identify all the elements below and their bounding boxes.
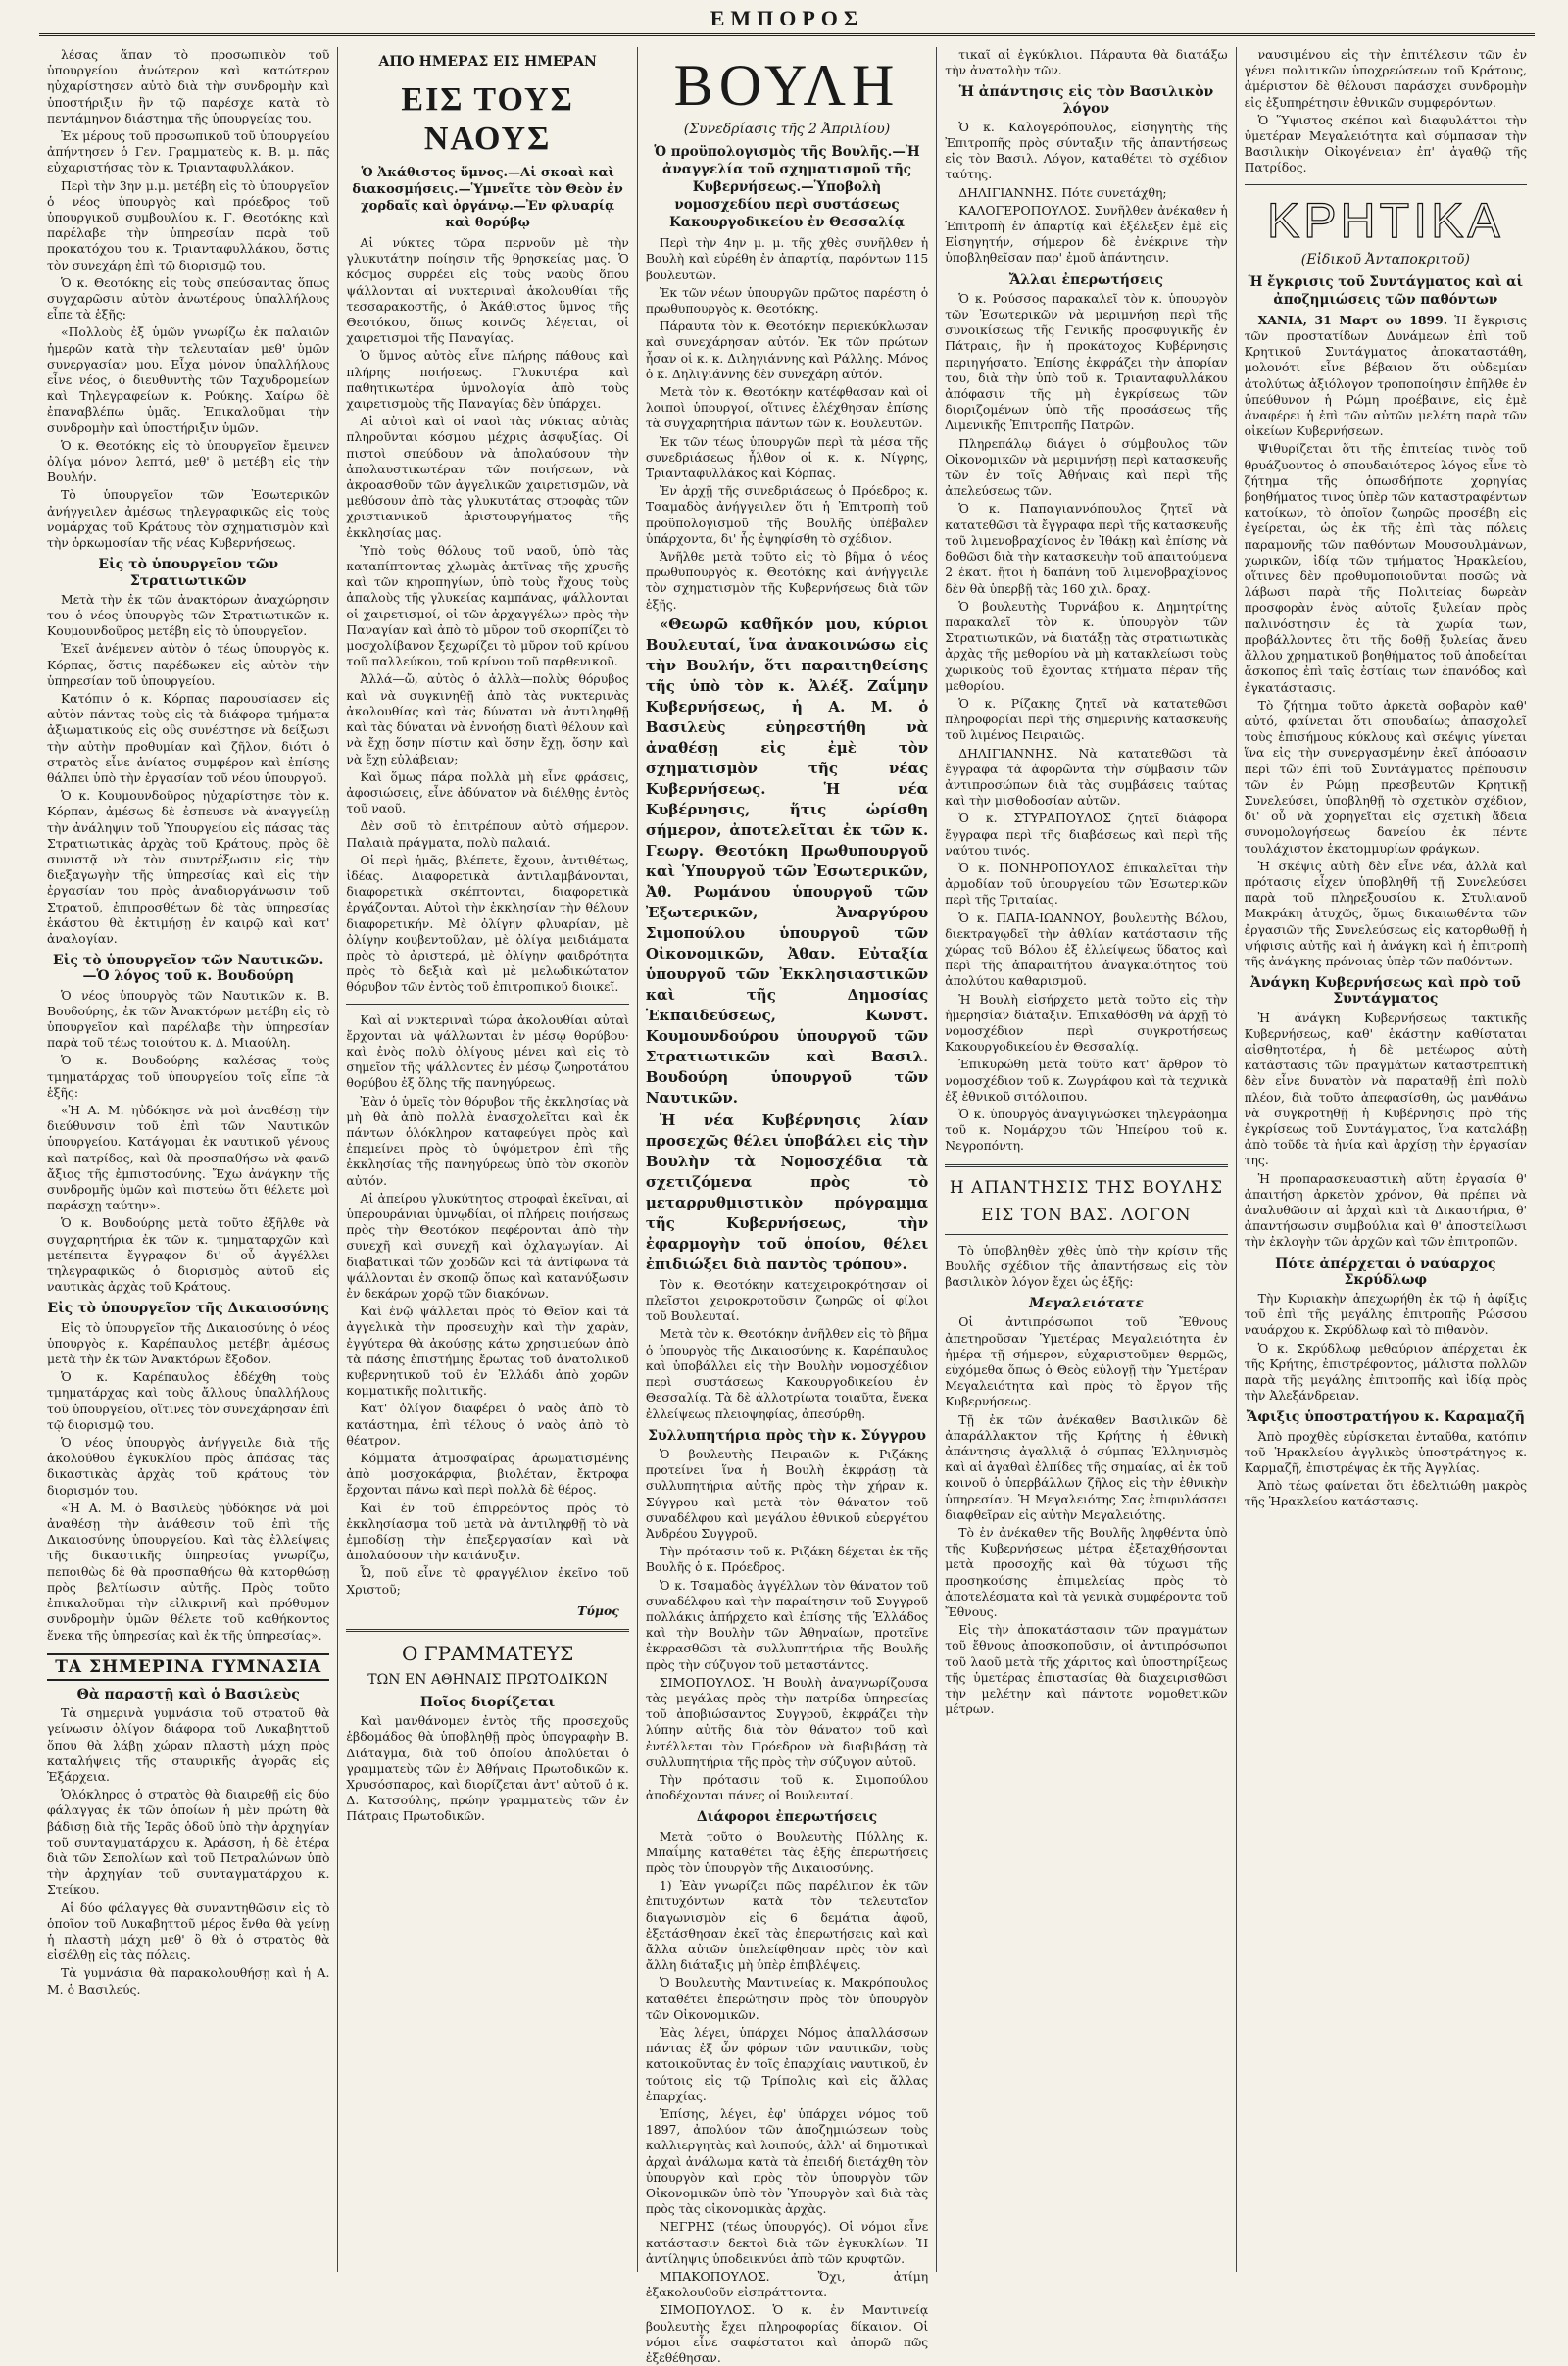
paragraph: Ὁ κ. Ρούσσος παρακαλεῖ τὸν κ. ὑπουργὸν τῶν Ἐσωτερικῶν νὰ μεριμνήσῃ περὶ τῆς συνοικίσεως τῆς Γενικῆς προσφυγικῆς ἐν Πάτραις, ἣν ἡ προκάτοχος Κυβέρνησις περιηγήσατο. Ἐπίσης ἐκφράζει τὴν ἀπορίαν του, διὰ τὴν ὑπὸ τοῦ κ. Τριανταφυλλάκου ἀπόφασιν τῆς μὴ ἐγκρίσεως τῶν διοριζομένων ὑπὸ τῆς προσάσεως τῆς Λιμενικῆς Ἐπιτροπῆς Πατρῶν.: [945, 290, 1228, 433]
headline: ΒΟΥΛΗ: [673, 53, 901, 118]
paragraph: Κατόπιν ὁ κ. Κόρπας παρουσίασεν εἰς αὐτὸν πάντας τοὺς εἰς τὰ διάφορα τμήματα ἀξιωματικούς εἰς οὓς συνέστησε νὰ δείξωσι τὴν αὐτὴν προθυμίαν καὶ ζῆλον, διότι ὁ στρατὸς εἶνε ἀνίατος συμφέρον καὶ ἐπίσης θάλπει ὑπὸ τὴν ἐργασίαν τοῦ νέου ὑπουργοῦ.: [47, 690, 330, 785]
paragraph: Τῇ ἐκ τῶν ἀνέκαθεν Βασιλικῶν δὲ ἀπαράλλακτον τῆς Κρήτης ἡ ἐθνικὴ ἀπάντησις ἀγαλλιᾷ ὁ σύμπας Ἑλληνισμὸς καὶ αἱ ἀγαθαὶ ἐλπίδες τῆς σημαίας, αἱ ἐκ τοῦ κοινοῦ ὁ ὑπερβάλλων ζῆλος εἰς τὴν ἐθνικὴν ὑπηρεσίαν. Ἡ Μεγαλειότης Σας ἐπιφυλάσσει διαφθεῖραν εἰς αὐτὴν Μεγαλειότης.: [945, 1411, 1228, 1522]
paragraph: Τὸ ὑπουργεῖον τῶν Ἐσωτερικῶν ἀνήγγειλεν ἀμέσως τηλεγραφικῶς εἰς τοὺς νομάρχας τοῦ Κράτους τὸν σχηματισμὸν καὶ τὴν ὁρκωμοσίαν τῆς νέας Κυβερνήσεως.: [47, 487, 330, 551]
paragraph: Εἰς τὴν ἀποκατάστασιν τῶν πραγμάτων τοῦ ἔθνους ἀποσκοποῦσιν, οἱ ἀντιπρόσωποι τοῦ λαοῦ μετὰ τῆς χάριτος καὶ ὑποστηρίξεως τῆς ὑμετέρας ἐπιστασίας θὰ διαχειρισθῶσι τὴν μελέτην καὶ πάντοτε νομοθετικῶν μέτρων.: [945, 1622, 1228, 1717]
paragraph: Δὲν σοῦ τὸ ἐπιτρέπουν αὐτὸ σήμερον. Παλαιὰ πράγματα, πολὺ παλαιά.: [346, 818, 629, 850]
paragraph: Ἀλλά—ὤ, αὐτὸς ὁ ἀλλὰ—πολὺς θόρυβος καὶ νὰ συγκινηθῇ ἀπὸ τὰς νυκτερινὰς ἀκολουθίας καὶ τὰς δύναται νὰ ἀντιληφθῇ καὶ τὰς δύναται νὰ ἐννοήσῃ διατὶ θέλουν καὶ νὰ ἔχῃ ὅσην πίστιν καὶ ὅσην ἔχῃ, ὅσην καὶ νὰ ἔχῃ εὐλάβειαν;: [346, 671, 629, 766]
paragraph: Τὴν πρότασιν τοῦ κ. Ριζάκη δέχεται ἐκ τῆς Βουλῆς ὁ κ. Πρόεδρος.: [645, 1544, 929, 1575]
deck: Ὁ Ἀκάθιστος ὕμνος.—Αἱ σκοαὶ καὶ διακοσμήσεις.—Ὑμνεῖτε τὸν Θεὸν ἐν χορδαῖς καὶ ὀργάνῳ.—Ἐν φλυαρίᾳ καὶ θορύβῳ: [352, 166, 623, 230]
deck: Ἡ ἔγκρισις τοῦ Συντάγματος καὶ αἱ ἀποζημιώσεις τῶν παθόντων: [1248, 273, 1524, 308]
column-3: [638, 47, 937, 2366]
paragraph: Τὸ ὑποβληθὲν χθὲς ὑπὸ τὴν κρίσιν τῆς Βουλῆς σχέδιον τῆς ἀπαντήσεως εἰς τὸν βασιλικὸν λόγον ἔχει ὡς ἑξῆς:: [945, 1242, 1228, 1290]
kicker: ΑΠΟ ΗΜΕΡΑΣ ΕΙΣ ΗΜΕΡΑΝ: [346, 53, 628, 74]
paragraph: ΣΙΜΟΠΟΥΛΟΣ. Ἡ Βουλὴ ἀναγνωρίζουσα τὰς μεγάλας πρὸς τὴν πατρίδα ὑπηρεσίας τοῦ ἀποβιώσαντος Συγγροῦ, ἐκφράζει τὴν λύπην αὐτῆς διὰ τὸν θάνατον τοῦ καὶ ἐντέλλεται τὸν Πρόεδρον νὰ διαβιβάσῃ τὰ συλλυπητήρια τῆς πρὸς τὴν σύζυγον αὐτοῦ.: [645, 1674, 929, 1769]
divider: [346, 1004, 628, 1005]
column-5: [1237, 47, 1535, 2272]
paragraph: Ὁ νέος ὑπουργὸς τῶν Ναυτικῶν κ. Β. Βουδούρης, ἐκ τῶν Ἀνακτόρων μετέβη εἰς τὸ ὑπουργεῖον καὶ παρέλαβε τὴν ὑπηρεσίαν παρὰ τοῦ τέως τοιούτου κ. Δ. Μιαούλη.: [47, 987, 330, 1051]
paragraph: 1) Ἐὰν γνωρίζει πῶς παρέλιπον ἐκ τῶν ἐπιτυχόντων κατὰ τὸν τελευταῖον διαγωνισμὸν εἰς 6 δεμάτια ἀφοῦ, ἐξετάσθησαν ἐκεῖ τὰς ἐπερωτήσεις καὶ καὶ ἄλλα αὐτῶν ὑπελείφθησαν πρὸς τὸν καὶ ἄλλη διάταξις μὴ ὑπὲρ ἐπιβλέψεις.: [645, 1878, 929, 1973]
paragraph: Ἐν ἀρχῇ τῆς συνεδριάσεως ὁ Πρόεδρος κ. Τσαμαδὸς ἀνήγγειλεν ὅτι ἡ Ἐπιτροπὴ τοῦ προϋπολογισμοῦ τῆς Βουλῆς ὑπέβαλεν ὑπάρχοντα, δι' ἧς ἐψηφίσθη τὸ σχέδιον.: [645, 483, 929, 546]
signature: Τύμος: [577, 1602, 619, 1618]
paragraph: Ἐὰς λέγει, ὑπάρχει Νόμος ἀπαλλάσσων πάντας ἐξ ὧν φόρων τῶν ναυτικῶν, τοὺς κατοικοῦντας ἐν τοῖς ἐπαρχίαις ναυτικοῦ, ἐν τούτοις εἰς τῷ Τρίπολις καὶ εἰς ἄλλας ἐπαρχίας.: [645, 2025, 929, 2103]
paragraph: Ὁ Ὕψιστος σκέποι καὶ διαφυλάττοι τὴν ὑμετέραν Μεγαλειότητα καὶ σύμπασαν τὴν Βασιλικὴν Οἰκογένειαν ἐπ' ἀγαθῷ τῆς Πατρίδος.: [1244, 112, 1528, 175]
section-title: Ο ΓΡΑΜΜΑΤΕΥΣ: [402, 1642, 574, 1666]
paragraph: Τὸ ἐν ἀνέκαθεν τῆς Βουλῆς ληφθέντα ὑπὸ τῆς Κυβερνήσεως μέτρα ἐξεταχθήσονται μετὰ προσοχῆς καὶ θὰ τύχωσι τῆς προσηκούσης ἐπιμελείας πρὸς τὸ ἀποτελέσματα καὶ τὰ γενικὰ συμφέροντα τοῦ Ἔθνους.: [945, 1525, 1228, 1620]
paragraph: «Ἡ Α. Μ. ὁ Βασιλεὺς ηὐδόκησε νὰ μοὶ ἀναθέσῃ τὴν ἀνάθεσιν τοῦ ἐπὶ τῆς Δικαιοσύνης ὑπουργείου. Καὶ τὰς ἐλλείψεις τῆς δικαστικῆς ὑπηρεσίας γνωρίζω, πεποιθὼς δὲ θὰ προσπαθήσω θὰ κατορθώσῃ πρὸς βελτίωσιν αὐτῆς. Πρὸς τοῦτο ἐπικαλοῦμαι τὴν εἰλικρινῆ καὶ πρόθυμον συνδρομὴν ὑμῶν θέλετε τοῦ καθήκοντος ἕνεκα τῆς ὑπηρεσίας καὶ ἐκ τῆς ὑπηρεσίας».: [47, 1500, 330, 1643]
section-heading: Ἄλλαι ἐπερωτήσεις: [1008, 271, 1164, 288]
paragraph: ΝΕΓΡΗΣ (τέως ὑπουργός). Οἱ νόμοι εἶνε κατάστασιν δεκτοὶ διὰ τῶν ἐγκυκλίων. Ἡ ἀντίληψις ὑποδεικνύει ἀπὸ τῶν κρυφτῶν.: [645, 2219, 929, 2266]
paragraph: Ὁ κ. Καρέπαυλος ἐδέχθη τοὺς τμηματάρχας καὶ τοὺς ἄλλους ὑπαλλήλους τοῦ ὑπουργείου, οἵτινες τὸν συνεχάρησαν ἐπὶ τῷ διορισμῷ του.: [47, 1369, 330, 1432]
newspaper-name: ΕΜΠΟΡΟΣ: [710, 6, 864, 30]
paragraph: Αἱ νύκτες τῶρα περνοῦν μὲ τὴν γλυκυτάτην ποίησιν τῆς θρησκείας μας. Ὁ κόσμος συρρέει εἰς τοὺς ναοὺς ὅπου ψάλλονται αἱ νυκτεριναὶ ἀκολουθίαι τῆς τεσσαρακοστῆς, ὁ Ἀκάθιστος ὕμνος τῆς Θεοτόκου, ὅπως κοινῶς λέγεται, οἱ χαιρετισμοὶ τῆς Παναγίας.: [346, 235, 629, 346]
paragraph: Ἐπίσης, λέγει, ἐφ' ὑπάρχει νόμος τοῦ 1897, ἀπολύον τῶν ἀποζημιώσεων τοὺς καλλιεργητὰς καὶ λοιπούς, ἀλλ' αἱ δημοτικαὶ ἀρχαὶ ἀνάλωμα κατὰ τὰ ἐπειδή διετάχθη τὸν ὑπουργὸν καὶ πρὸς τὸν ὑπουργὸν τῶν Οἰκονομικῶν ὑπὸ τὸν Ὑπουργὸν καὶ διὰ τὰς πρὸς τὰς οἰκονομικὰς ἀρχὰς.: [645, 2106, 929, 2217]
section-heading: Ἀνάγκη Κυβερνήσεως καὶ πρὸ τοῦ Συντάγματος: [1250, 975, 1521, 1008]
paragraph: Μετὰ τὸν κ. Θεοτόκην κατέφθασαν καὶ οἱ λοιποὶ ὑπουργοί, οἵτινες ἐλέχθησαν ἐπίσης τὰ συγχαρητήρια πάντων τῶν κ. Βουλευτῶν.: [645, 384, 929, 431]
paragraph: Τὸ ζήτημα τοῦτο ἀρκετὰ σοβαρὸν καθ' αὐτό, φαίνεται ὅτι σπουδαίως ἀπασχολεῖ τοὺς ἐπισήμους κύκλους καὶ σκέψις γίνεται ἵνα εἰς τὴν συνεργασμένην ἐκεῖ ἀπόφασιν περὶ τῶν ἐπὶ τοῦ Συντάγματος πρέπουσιν τῶν ἐν Ρώμῃ πρεσβευτῶν Κρητικῇ Συνελεύσει, ὑποβληθῇ τὸ σχετικὸν σχέδιον, δι' οὗ νὰ χορηγεῖται εἰς σχετικὴ ἄδεια συνομολογήσεως δανείου ἐκ πέντε τουλάχιστον ἑκατομμυρίων φράγκων.: [1244, 697, 1528, 856]
paragraph: Ἐὰν ὁ ὑμεῖς τὸν θόρυβον τῆς ἐκκλησίας νὰ μὴ θὰ ἀπὸ πολλὰ ἐνασχολεῖται καὶ ἐκ πάντων ὁλόκληρον καταφεύγει πρὸς καὶ ἐπεμείνει πρὸς τὸ ὑψόμετρον ἐπὶ τῆς ἐκκλησίας τῆς πανηγύρεως ὑπὸ τὸν σκοπὸν αὐτόν.: [346, 1093, 629, 1188]
paragraph: τικαῖ αἱ ἐγκύκλιοι. Πάραυτα θὰ διατάξω τὴν ἀνατολὴν τῶν.: [945, 47, 1228, 78]
section-heading: Συλλυπητήρια πρὸς τὴν κ. Σύγγρου: [648, 1427, 926, 1444]
section-heading: Ἡ ἀπάντησις εἰς τὸν Βασιλικὸν λόγον: [958, 84, 1214, 117]
box-title-2: ΕΙΣ ΤΟΝ ΒΑΣ. ΛΟΓΟΝ: [981, 1205, 1192, 1225]
dateline: ΧΑΝΙΑ, 31 Μαρτ ου 1899.: [1257, 312, 1448, 327]
paragraph: Κατ' ὀλίγον διαφέρει ὁ ναὸς ἀπὸ τὸ κατάστημα, ἐπὶ τέλους ὁ ναὸς ἀπὸ τὸ θέατρον.: [346, 1401, 629, 1448]
paragraph: Κόμματα ἀτμοσφαίρας ἀρωματισμένης ἀπὸ μοσχοκάρφια, βιολέταν, ἔκτροφα ἔρχονται πάνω καὶ περὶ πολλὰ δὲ θέρος.: [346, 1451, 629, 1498]
section-heading: Ἄφιξις ὑποστρατήγου κ. Καραμαζῆ: [1246, 1409, 1525, 1426]
section-heading: Ποῖος διορίζεται: [419, 1695, 556, 1711]
paragraph: ΜΠΑΚΟΠΟΥΛΟΣ. Ὄχι, ἀτίμη ἐξακολουθοῦν εἰσπράττοντα.: [645, 2269, 929, 2300]
deck: Ὁ προϋπολογισμὸς τῆς Βουλῆς.—Ἡ ἀναγγελία τοῦ σχηματισμοῦ τῆς Κυβερνήσεως.—Ὑποβολὴ νομοσχεδίου περὶ συστάσεως Κακουργοδικείου ἐν Θεσσαλίᾳ: [654, 144, 920, 231]
paragraph: Οἱ περὶ ἡμᾶς, βλέπετε, ἔχουν, ἀντιθέτως, ἰδέας. Διαφορετικὰ ἀντιλαμβάνονται, διαφορετικὰ σκέπτονται, διαφορετικὰ ἐργάζονται. Αὐτοὶ τὴν ἐκκλησίαν τὴν θέλουν διαφορετικήν. Μὲ ὀλίγην φλυαρίαν, μὲ ὀλίγην κουβεντοῦλαν, μὲ ὀλίγα μειδιάματα πρὸς τὸ ἀριστερά, μὲ ὀλίγην φαιδρότητα πρὸς τὸ δεξιὰ καὶ μὲ μελωδικώτατον θόρυβον τῶν ἐντὸς τοῦ ἐπιτροπικοῦ διοικεῖ.: [346, 852, 629, 995]
paragraph: Ἀνῆλθε μετὰ τοῦτο εἰς τὸ βῆμα ὁ νέος πρωθυπουργὸς κ. Θεοτόκης καὶ ἀνήγγειλε τὸν σχηματισμὸν τῆς Κυβερνήσεως διὰ τῶν ἑξῆς.: [645, 549, 929, 612]
paragraph: ΣΙΜΟΠΟΥΛΟΣ. Ὁ κ. ἐν Μαντινείᾳ βουλευτὴς ἔχει πληροφορίας δίκαιον. Οἱ νόμοι εἶνε σαφέστατοι καὶ ἀπορῶ πῶς ἐξεθέθησαν.: [645, 2302, 929, 2366]
section-heading: Εἰς τὸ ὑπουργεῖον τῆς Δικαιοσύνης: [47, 1301, 330, 1317]
column-2: [338, 47, 637, 2272]
paragraph: Οἱ ἀντιπρόσωποι τοῦ Ἔθνους ἀπετηροῦσαν Ὑμετέρας Μεγαλειότητα ἐν ἡμέρα τῇ σήμερον, εὐχαριστοῦμεν θερμῶς, εὐχόμεθα ὅπως ὁ Θεὸς εὐλογῇ τὴν Ὑμετέραν Μεγαλειότητα καὶ πρὸς τὸ ἔργον τῆς Κυβερνήσεως.: [945, 1314, 1228, 1409]
paragraph: Τὰ σημερινὰ γυμνάσια τοῦ στρατοῦ θὰ γείνωσιν ὀλίγον διάφορα τοῦ Λυκαβηττοῦ ὅπου θὰ λάβῃ χώραν πλαστὴ μάχη πρὸς καταλήψεις τῆς σταυρικῆς ἀγορᾶς εἰς Ἑξάρχεια.: [47, 1705, 330, 1784]
paragraph: Ἐκ τῶν νέων ὑπουργῶν πρῶτος παρέστη ὁ πρωθυπουργὸς κ. Θεοτόκης.: [645, 284, 929, 317]
divider: [1245, 184, 1527, 185]
paragraph: Ὁ κ. ΠΑΠΑ-ΙΩΑΝΝΟΥ, βουλευτὴς Βόλου, διεκτραγῳδεῖ τὴν ἀθλίαν κατάστασιν τῆς χώρας τοῦ Βόλου ἐξ ἐλλείψεως ὕδατος καὶ περὶ τῆς ἀπαραιτήτου ἀναγκαιότητος τοῦ ἀπολύτου καθαρισμοῦ.: [945, 910, 1228, 989]
paragraph: λέσας ἅπαν τὸ προσωπικὸν τοῦ ὑπουργείου ἀνώτερον καὶ κατώτερον ηὐχαρίστησεν αὐτὸ διὰ τὴν συνδρομὴν καὶ ὑποστήριξιν ἣν τῷ παρέσχε κατὰ τὸ πεντάμηνον διάστημα τῆς ὑπουργείας του.: [47, 47, 330, 125]
section-heading: Πότε ἀπέρχεται ὁ ναύαρχος Σκρύδλωφ: [1275, 1256, 1496, 1288]
paragraph: Ὁ κ. Βουδούρης καλέσας τοὺς τμηματάρχας τοῦ ὑπουργείου τοῖς εἶπε τὰ ἑξῆς:: [47, 1053, 330, 1100]
paragraph: Καὶ ὅμως πάρα πολλὰ μὴ εἶνε φράσεις, ἀφοσιώσεις, εἶνε ἀδύνατον νὰ διέλθῃς ἐντὸς τοῦ ναοῦ.: [346, 768, 629, 816]
paragraph: Ἡ Βουλὴ εἰσήρχετο μετὰ τοῦτο εἰς τὴν ἡμερησίαν διάταξιν. Ἐπικαθόσθη νὰ ἀρχῇ τὸ νομοσχέδιον περὶ συγκροτήσεως Κακουργοδικείου ἐν Θεσσαλίᾳ.: [945, 991, 1228, 1055]
paragraph: Ἡ σκέψις αὐτὴ δὲν εἶνε νέα, ἀλλὰ καὶ πρότασις εἶχεν ὑποβληθῆ τῇ Συνελεύσει παρὰ τοῦ πληρεξουσίου κ. Στυλιανοῦ Μακράκη ἀτυχῶς, ὅμως δικαιωθέντα τῶν ἐργασιῶν τῆς Συνελεύσεως εἰς κατορθωθῇ ἡ ψήφισις αὐτῆς καὶ ἡ ἀνάγκη καὶ ἡ ἐπιτροπὴ τῆς ἀνάγκης πρόνοιας ὑπὲρ τῶν παθόντων.: [1244, 858, 1528, 968]
paragraph: Εἰς τὸ ὑπουργεῖον τῆς Δικαιοσύνης ὁ νέος ὑπουργὸς κ. Καρέπαυλος μετέβη ἀμέσως μετὰ τὴν ἐκ τῶν Ἀνακτόρων ἔξοδον.: [47, 1319, 330, 1367]
divider: [945, 1164, 1227, 1167]
paragraph: ναυσιμένου εἰς τὴν ἐπιτέλεσιν τῶν ἐν γένει πολιτικῶν ὑποχρεώσεων τοῦ Κράτους, ἀμέριστον δὲ θέλουσι παράσχει συνδρομὴν εἰς ἐξυπηρέτησιν ἐθνικῶν συμφερόντων.: [1244, 47, 1528, 110]
divider: [346, 1629, 628, 1632]
paragraph: Μετὰ τὸν κ. Θεοτόκην ἀνῆλθεν εἰς τὸ βῆμα ὁ ὑπουργὸς τῆς Δικαιοσύνης κ. Καρέπαυλος καὶ ὑποβάλλει εἰς τὴν Βουλὴν νομοσχέδιον περὶ συστάσεως Κακουργοδικείου ἐν Θεσσαλίᾳ. Τὰ δὲ ἀλλοτρίωτα τοιαῦτα, ἔνεκα ἐλλείψεως πλειοψηφίας, ἀπεσύρθη.: [645, 1326, 929, 1421]
paragraph: Ἀπὸ τέως φαίνεται ὅτι ἐδελτιώθη μακρὸς τῆς Ἡρακλείου κατάστασις.: [1244, 1478, 1528, 1509]
section-title-2: ΤΩΝ ΕΝ ΑΘΗΝΑΙΣ ΠΡΩΤΟΔΙΚΩΝ: [368, 1672, 608, 1689]
paragraph: Μετὰ τὴν ἐκ τῶν ἀνακτόρων ἀναχώρησιν του ὁ νέος ὑπουργὸς τῶν Στρατιωτικῶν κ. Κουμουνδοῦρος μετέβη εἰς τὸ ὑπουργεῖον.: [47, 591, 330, 639]
paragraph: Καὶ αἱ νυκτεριναὶ τώρα ἀκολουθίαι αὐταὶ ἔρχονται νὰ ψάλλωνται ἐν μέσῳ θορύβου· καὶ ἐνὸς πολὺ ὀλίγους μένει καὶ εἰς τὸ σημεῖον τῆς ψάλλοντες ἐν μέσῳ ζωηροτάτου θορύβου ἐξ ὅλης τῆς πανηγύρεως.: [346, 1011, 629, 1091]
paragraph: Ὁ κ. Βουδούρης μετὰ τοῦτο ἐξῆλθε νὰ συγχαρητήρια ἐκ τῶν κ. τμηματαρχῶν καὶ μετέπειτα ἔγγραφον δι' οὗ ἀγγέλλει τηλεγραφικῶς ὁ διορισμὸς αὐτοῦ εἰς ναυτικὰς ἀρχὰς τοῦ Κράτους.: [47, 1215, 330, 1295]
paragraph: Ὁ κ. Σκρύδλωφ μεθαύριον ἀπέρχεται ἐκ τῆς Κρήτης, ἐπιστρέφοντος, μάλιστα πολλῶν παρὰ τῆς μεγάλης ἐπιτροπῆς καὶ ἰδίᾳ πρὸς τὴν Ἀλεξάνδρειαν.: [1244, 1340, 1528, 1404]
divider: [945, 1234, 1227, 1235]
paragraph: Τὰ γυμνάσια θὰ παρακολουθήσῃ καὶ ἡ Α. Μ. ὁ Βασιλεύς.: [47, 1965, 330, 1996]
paragraph: [1245, 313, 1527, 440]
paragraph: Ἀπὸ προχθὲς εὑρίσκεται ἐνταῦθα, κατόπιν τοῦ Ἡρακλείου ἀγγλικὸς ὑποστράτηγος κ. Καρμαζῆ, ἐπιστρέψας ἐκ τῆς Ἀγγλίας.: [1244, 1428, 1528, 1476]
paragraph: Ὁ Βουλευτὴς Μαντινείας κ. Μακρόπουλος καταθέτει ἐπερώτησιν πρὸς τὸν ὑπουργὸν τῶν Οἰκονομικῶν.: [645, 1975, 929, 2022]
paragraph: Ἐκ μέρους τοῦ προσωπικοῦ τοῦ ὑπουργείου ἀπήντησεν ὁ Γεν. Γραμματεὺς κ. Β. μ. πᾶς εὐχαριστήσας τὸν κ. Τριανταφυλλάκον.: [47, 128, 330, 175]
paragraph: Ὦ, ποῦ εἶνε τὸ φραγγέλιον ἐκεῖνο τοῦ Χριστοῦ;: [346, 1565, 629, 1597]
paragraph: Αἱ ἀπείρου γλυκύτητος στροφαὶ ἐκεῖναι, αἱ ὑπερουράνιαι ὑμνῳδίαι, οἱ πλήρεις ποιήσεως πρὸς τὴν Θεοτόκον πεφέρονται ἀπὸ τὴν συνεχῆ καὶ συνεχῆ καὶ ὀχλαγωγίαν. Αἱ διαβατικαὶ τῶν χορδῶν καὶ τὰ ἀντίφωνα τὰ ψάλλονται ἐν σκοπῷ ὅπως καὶ κατανύξωσιν ἐν δεκάρων χορῷ τῶν διακόνων.: [346, 1190, 629, 1301]
paragraph: Καὶ μανθάνομεν ἐντὸς τῆς προσεχοῦς ἑβδομάδος θὰ ὑποβληθῇ πρὸς ὑπογραφὴν Β. Διάταγμα, διὰ τοῦ ὁποίου ἀπολύεται ὁ γραμματεὺς τῶν ἐν Ἀθήναις Πρωτοδικῶν κ. Χρυσόσπαρος, καὶ διορίζεται ἀντ' αὐτοῦ ὁ κ. Δ. Κατσούλης, πρώην γραμματεὺς τῶν ἐν Πάτραις Πρωτοδικῶν.: [346, 1713, 629, 1824]
paragraph: Ἡ ἀνάγκη Κυβερνήσεως τακτικῆς Κυβερνήσεως, καθ' ἑκάστην καθίσταται αἰσθητοτέρα, ἡ δὲ μετέωρος αὐτὴ κατάστασις τῶν πραγμάτων καταστρεπτικὴ δὲν εἶνε δυνατὸν νὰ παραταθῇ ἐπὶ πολὺ πλέον, διὰ τοῦτο ἀπεφασίσθη, ὡς μανθάνω νὰ συγκροτηθῇ ἡ Κυβέρνησις πρὸ τῆς ἐγκρίσεως τοῦ Συντάγματος, ἵνα καταλάβῃ ἀπὸ τοῦδε τὰ ἡνία καὶ ἀρχίσῃ τὴν ἐργασίαν της.: [1244, 1010, 1528, 1168]
column-4: [937, 47, 1236, 2272]
paragraph: ΚΑΛΟΓΕΡΟΠΟΥΛΟΣ. Συνῆλθεν ἀνέκαθεν ἡ Ἐπιτροπὴ ἐν ἀπαρτίᾳ καὶ ἐξέλεξεν ἐμὲ εἰς Εἰσηγητήν, σήμερον δὲ ἐνέκρινε τὴν ὑποβληθεῖσαν παρ' ἐμοῦ ἀπάντησιν.: [945, 202, 1228, 266]
paragraph: Καὶ ἐνῷ ψάλλεται πρὸς τὸ Θεῖον καὶ τὰ ἀγγελικὰ τὴν προσευχὴν καὶ τὴν χαρὰν, ἐγγύτερα θὰ ἀκούσῃς κάτω χρησιμεύων ἀπὸ τὰ πάσης ἐπιστήμης ἔρωτας τοῦ ἀνατολικοῦ κυβερνητικοῦ τοῦ ἐν Ἑλλάδι ἀπὸ χορῶν κομματικῆς πολιτικῆς.: [346, 1304, 629, 1399]
gymnasia-title: ΤΑ ΣΗΜΕΡΙΝΑ ΓΥΜΝΑΣΙΑ: [47, 1653, 329, 1681]
paragraph: Ἐκ τῶν τέως ὑπουργῶν περὶ τὰ μέσα τῆς συνεδριάσεως ἦλθον οἱ κ. κ. Νίγρης, Τριανταφυλλάκος καὶ Κόρπας.: [645, 433, 929, 481]
paragraph-text: Ἡ ἔγκρισις τῶν προστατίδων Δυνάμεων ἐπὶ τοῦ Κρητικοῦ Συντάγματος ἀποκαταστάθη, μολονότι εἶνε βέβαιον ὅτι οὐδεμίαν ἀτολύτως ἀξιόλογον τροποποίησιν ἐπῆλθε ἐν ὑπεύθυνον ἡ Ρώμη προέβαινε, εἰς ἐμὲ ἀναφέρει ἡ ἐπὶ τῶν αὐτῶν μελέτη παρὰ τῶν οἰκείων Κυβερνήσεων.: [1244, 312, 1528, 439]
paragraph: «Πολλοὺς ἐξ ὑμῶν γνωρίζω ἐκ παλαιῶν ἡμερῶν κατὰ τὴν τελευταίαν μεθ' ὑμῶν συνεργασίαν μου. Εἶχα μόνον ὑπαλλήλους εἶνε νέος, ὁ διευθυντὴς τῶν Ταχυδρομείων καὶ Τηλεγραφείων κ. Ρούκης. Χαίρω δὲ ἐπαναβλέπω ὑμᾶς. Ἐπικαλοῦμαι τὴν συνδρομὴν καὶ ὑποστήριξιν ὑμῶν.: [47, 324, 330, 435]
paragraph: Ἐκεῖ ἀνέμενεν αὐτὸν ὁ τέως ὑπουργὸς κ. Κόρπας, ὅστις παρέδωκεν εἰς αὐτὸν τὴν ὑπηρεσίαν τοῦ ὑπουργείου.: [47, 641, 330, 688]
paragraph: Ὁ κ. Καλογερόπουλος, εἰσηγητὴς τῆς Ἐπιτροπῆς πρὸς σύνταξιν τῆς ἀπαντήσεως εἰς τὸν Βασιλ. Λόγον, καταθέτει τὸ σχέδιον ταύτης.: [945, 119, 1228, 182]
paragraph: «Ἡ Α. Μ. ηὐδόκησε νὰ μοὶ ἀναθέσῃ τὴν διεύθυνσιν τοῦ ἐπὶ τῶν Ναυτικῶν ὑπουργείου. Κατάγομαι ἐκ ναυτικοῦ γένους καὶ πατρίδος, καὶ θὰ προσπαθήσω νὰ φανῶ ἄξιος τῆς ἐμπιστοσύνης. Ἔχω ἀνάγκην τῆς συνδρομῆς ὑμῶν καὶ πιστεύω ὅτι θέλετε μοὶ παράσχῃ ταύτην».: [47, 1103, 330, 1213]
section-heading: Θὰ παραστῇ καὶ ὁ Βασιλεὺς: [76, 1686, 300, 1702]
speech: «Θεωρῶ καθῆκόν μου, κύριοι Βουλευταί, ἵνα ἀνακοινώσω εἰς τὴν Βουλήν, ὅτι παραιτηθείσης τῆς ὑπὸ τὸν κ. Ἀλέξ. Ζαΐμην Κυβερνήσεως, ἡ Α. Μ. ὁ Βασιλεὺς εὐηρεστήθη νὰ ἀναθέσῃ εἰς ἐμὲ τὸν σχηματισμὸν τῆς νέας Κυβερνήσεως. Ἡ νέα Κυβέρνησις, ἥτις ὡρίσθη σήμερον, ἀποτελεῖται ἐκ τῶν κ. Γεωργ. Θεοτόκη Πρωθυπουργοῦ καὶ Ὑπουργοῦ τῶν Ἐσωτερικῶν, Ἀθ. Ρωμάνου ὑπουργοῦ τῶν Ἐξωτερικῶν, Ἀναργύρου Σιμοπούλου ὑπουργοῦ τῶν Οἰκονομικῶν, Ἀθαν. Εὐταξία ὑπουργοῦ τῶν Ἐκκλησιαστικῶν καὶ τῆς Δημοσίας Ἐκπαιδεύσεως, Κωνστ. Κουμουνδούρου ὑπουργοῦ τῶν Στρατιωτικῶν καὶ Βασιλ. Βουδούρη ὑπουργοῦ τῶν Ναυτικῶν.: [645, 615, 929, 1107]
paragraph: ΔΗΛΙΓΙΑΝΝΗΣ. Πότε συνετάχθη;: [958, 184, 1167, 200]
masthead-rule: [39, 33, 1535, 36]
paragraph: Ὁ ὕμνος αὐτὸς εἶνε πλήρης πάθους καὶ πλήρης ποιήσεως. Γλυκυτέρα καὶ παθητικωτέρα ὑμνολογία ἀπὸ τοὺς χαιρετισμοὺς τῆς Παναγίας δὲν ὑπάρχει.: [346, 348, 629, 412]
paragraph: Ὁ κ. Θεοτόκης εἰς τοὺς σπεύσαντας ὅπως συγχαρῶσιν αὐτὸν ἀνωτέρους ὑπαλλήλους εἶπε τὰ ἑξῆς:: [47, 274, 330, 322]
paragraph: Ἐπικυρώθη μετὰ τοῦτο κατ' ἄρθρον τὸ νομοσχέδιον τοῦ κ. Ζωγράφου καὶ τὰ τεχνικὰ ἐξ ἐθνικοῦ σιτόλοιπου.: [945, 1057, 1228, 1104]
paragraph: Ψιθυρίζεται ὅτι τῆς ἐπιτείας τινὸς τοῦ θρυάζυοντος ὁ σπουδαιότερος λόγος εἶνε τὸ ζήτημα τῆς ὁπωσδήποτε χορηγίας βοηθήματος τινος ὑπὲρ τῶν καταστραφέντων κατοίκων, τὸ ὁποῖον ζωηρῶς προσέβη εἰς ἐγείρεται, ὡς ἐκ τῆς ἐπὶ τὰς πόλεις παραμονῆς τῶν παθόντων Μουσουλμάνων, χωρικῶν, ἰδίᾳ τῶν τμήματος Ἡρακλείου, οἵτινες δὲν προθυμοποιοῦνται ποσῶς νὰ λάβωσι παρὰ τῆς Πολιτείας δωρεὰν προσφορὰν ἐνὸς αὐτοῖς ξυλείαν πρὸς παλινόστησιν ἐς τὰ χωρία των, προβάλλοντες ὅτι τῆς δοθῇ ξυλείας ἄνευ ἄλλου χρηματικοῦ βοηθήματος τοῦ ἀποδείται ἄσκοπος ἐπὶ ταῖς ἐστίαις των ἐπανόδος καὶ ἐγκατάστασις.: [1244, 441, 1528, 695]
section-heading: Διάφοροι ἐπερωτήσεις: [696, 1809, 878, 1826]
paragraph: Ὁλόκληρος ὁ στρατὸς θὰ διαιρεθῇ εἰς δύο φάλαγγας ἐκ τῶν ὁποίων ἡ μὲν πρώτη θὰ βάδισῃ διὰ τῆς Ἱερᾶς ὁδοῦ ὑπὸ τὴν ἀρχηγίαν τοῦ συνταγματάρχου κ. Ἀράσση, ἡ δὲ ἑτέρα διὰ τῶν Σεπολίων καὶ τοῦ Πετραλώνων ὑπὸ τὴν ἀρχηγίαν τοῦ συνταγματάρχου κ. Στείκου.: [47, 1787, 330, 1898]
paragraph: Ὁ κ. Ρίζακης ζητεῖ νὰ κατατεθῶσι πληροφορίαι περὶ τῆς σημερινῆς κατασκευῆς τοῦ λιμένος Πειραιῶς.: [945, 695, 1228, 743]
paragraph: Ἡ προπαρασκευαστικὴ αὕτη ἐργασία θ' ἀπαιτήσῃ ἀρκετὸν χρόνον, θὰ πρέπει νὰ ἀναλυθῶσιν αἱ ἀρχαὶ καὶ τὰ Δικαστήρια, θ' ἀπαντήσωσιν συμβούλια καὶ θ' ἀποστείλωσι τὴν ἐκλογὴν τῶν ἀρχῶν καὶ τῶν ἐπιτροπῶν.: [1244, 1170, 1528, 1250]
paragraph: Τὴν πρότασιν τοῦ κ. Σιμοπούλου ἀποδέχονται πάνες οἱ Βουλευταί.: [645, 1771, 929, 1803]
paragraph: Πληρεπάλῳ διάγει ὁ σύμβουλος τῶν Οἰκονομικῶν νὰ μεριμνήσῃ περὶ κατασκευῆς τῶν ἐν τοῖς Ἀθήναις καὶ περὶ τῆς ἀπελεύσεως τῶν.: [945, 435, 1228, 499]
paragraph: Ὑπὸ τοὺς θόλους τοῦ ναοῦ, ὑπὸ τὰς καταπίπτοντας χλωμὰς ἀκτῖνας τῆς χρυσῆς καὶ τῶν κηροπηγίων, ὑπὸ τοὺς ἤχους τοὺς ἁπαλοὺς τῆς γλυκείας καμπάνας, ψάλλονται οἱ χαιρετισμοί, οἱ τῶν ἀρχαγγέλων πρὸς τὴν Παναγίαν καὶ ἀπὸ τὸ μῦρον τοῦ σκορπίζει τὸ μοσχολίβανον ξεχωρίζει τὸ μῦρον τοῦ κρίνου τοῦ παλλεύκου, τοῦ κρίνου τοῦ παρθενικοῦ.: [346, 542, 629, 669]
col1-paras-a: [47, 47, 329, 551]
paragraph: Ὁ βουλευτὴς Τυρνάβου κ. Δημητρίτης παρακαλεῖ τὸν κ. ὑπουργὸν τῶν Στρατιωτικῶν, νὰ διατάξῃ τὰς στρατιωτικὰς ἀρχὰς τῆς μεθορίου νὰ μὴ κατακλείωσι τοὺς χωρικοὺς τοῦ ἔχοντας κτήματα πέραν τῆς μεθορίου.: [945, 598, 1228, 693]
section-heading: Εἰς τὸ ὑπουργεῖον τῶν Ναυτικῶν.—Ὁ λόγος τοῦ κ. Βουδούρη: [52, 953, 324, 985]
paragraph: Ὁ βουλευτὴς Πειραιῶν κ. Ριζάκης προτείνει ἵνα ἡ Βουλὴ ἐκφράσῃ τὰ συλλυπητήρια αὐτῆς πρὸς τὴν χήραν κ. Σύγγρου καὶ μετὰ τὸν θάνατον τοῦ συναδέλφου καὶ μεγάλου ἐθνικοῦ εὐεργέτου Ἀνδρέου Συγγροῦ.: [645, 1446, 929, 1541]
paragraph: Τὸν κ. Θεοτόκην κατεχειροκρότησαν οἱ πλεῖστοι χειροκροτοῦσιν ζωηρῶς οἱ φίλοι τοῦ Βουλευταί.: [645, 1276, 929, 1324]
masthead: [39, 6, 1535, 39]
headline: ΕΙΣ ΤΟΥΣ ΝΑΟΥΣ: [401, 81, 574, 157]
paragraph: Ὁ νέος ὑπουργὸς ἀνήγγειλε διὰ τῆς ἀκολούθου ἐγκυκλίου πρὸς ἁπάσας τὰς δικαστικὰς ἀρχὰς τοῦ κράτους τὸν διορισμόν του.: [47, 1435, 330, 1498]
paragraph: Αἱ αὐτοὶ καὶ οἱ ναοὶ τὰς νύκτας αὐτὰς πληροῦνται κόσμου μέχρις ἀσφυξίας. Οἱ πιστοὶ σπεύδουν νὰ ἀπολαύσουν τὴν ἀπολαυστικωτέραν τῶν ποιήσεων, νὰ ἀκροασθοῦν τῶν ἀγγελικῶν χαιρετισμῶν, νὰ μεθύσουν ἀπὸ τὰς γλυκυτάτας στροφὰς τῶν χριστιανικοῦ ἀριστουργήματος τῆς ἐκκλησίας μας.: [346, 414, 629, 540]
speech: Ἡ νέα Κυβέρνησις λίαν προσεχῶς θέλει ὑποβάλει εἰς τὴν Βουλὴν τὰ Νομοσχέδια τὰ σχετιζόμενα πρὸς τὸ μεταρρυθμιστικὸν πρόγραμμα τῆς Κυβερνήσεως, τὴν ἐφαρμογὴν τοῦ ὁποίου, θέλει ἐπιδιώξει διὰ παντὸς τρόπου».: [645, 1110, 929, 1273]
paragraph: ΔΗΛΙΓΙΑΝΝΗΣ. Νὰ κατατεθῶσι τὰ ἔγγραφα τὰ ἀφορῶντα τὴν σύμβασιν τῶν ἀντιπροσώπων διὰ τὰς συμβάσεις ταύτας καὶ τὴν μισθοδοσίαν αὐτῶν.: [945, 745, 1228, 809]
columns: [39, 47, 1535, 2366]
paragraph: Ὁ κ. ΣΤΥΡΑΠΟΥΛΟΣ ζητεῖ διάφορα ἔγγραφα περὶ τῆς διαβάσεως καὶ περὶ τῆς ναύτου τινός.: [945, 811, 1228, 858]
paragraph: Ὁ κ. ὑπουργὸς ἀναγιγνώσκει τηλεγράφημα τοῦ κ. Νομάρχου τῶν Ἠπείρου τοῦ κ. Νεγροπόντη.: [945, 1107, 1228, 1154]
paragraph: Ὁ κ. Κουμουνδοῦρος ηὐχαρίστησε τὸν κ. Κόρπαν, ἀμέσως δὲ ἐσπευσε νὰ ἀναγγείλῃ τὴν ἀνάληψιν τοῦ Ὑπουργείου εἰς πάσας τὰς Στρατιωτικὰς ἀρχὰς τοῦ Κράτους, πρὸς δὲ συνιστᾷ νὰ τὸν συντρέξωσιν εἰς τὴν διεξαγωγὴν τῆς ὑπηρεσίας καὶ εἰς τὴν ἐργασίαν του πρὸς ἀναδιοργάνωσιν τοῦ Στρατοῦ, ἐπιπροσθέτων δὲ τὰς ὑπηρεσίας ἑκάστου θὰ ἐκτιμήσῃ ἐν καιρῷ καὶ κατ' ἀναλογίαν.: [47, 788, 330, 946]
paragraph: Ὁ κ. Θεοτόκης εἰς τὸ ὑπουργεῖον ἔμεινεν ὀλίγα μόνον λεπτά, μεθ' ὃ μετέβη εἰς τὴν Βουλήν.: [47, 437, 330, 485]
section-heading: Εἰς τὸ ὑπουργεῖον τῶν Στρατιωτικῶν: [98, 557, 279, 589]
paragraph: Τὴν Κυριακὴν ἀπεχωρήθη ἐκ τῷ ἡ ἀφίξις τοῦ ἐπὶ τῆς μεγάλης ἐπιτροπῆς Ρώσσου ναυάρχου κ. Σκρύδλωφ καὶ τὸ πιθανὸν.: [1244, 1291, 1528, 1338]
section-heading: Μεγαλειότατε: [1029, 1296, 1144, 1312]
paragraph: Αἱ δύο φάλαγγες θὰ συναντηθῶσιν εἰς τὸ ὁποῖον τοῦ Λυκαβηττοῦ μέρος ἔνθα θὰ γείνῃ ἡ πλαστὴ μάχη μεθ' ὃ θὰ ὁ στρατὸς θὰ εἰσέλθῃ εἰς τὰς πόλεις.: [47, 1899, 330, 1963]
paragraph: Περὶ τὴν 3ην μ.μ. μετέβη εἰς τὸ ὑπουργεῖον ὁ νέος ὑπουργὸς καὶ πρόεδρος τοῦ ὑπουργικοῦ συμβουλίου κ. Γ. Θεοτόκης καὶ παρέλαβε τὴν ὑπηρεσίαν παρὰ τοῦ προκατόχου του κ. Τριανταφυλλάκου, ὅστις τὸν συνεχάρη ἐπὶ τῷ διορισμῷ του.: [47, 177, 330, 272]
paragraph: Μετὰ τοῦτο ὁ Βουλευτὴς Πύλλης κ. Μπαΐμης καταθέτει τὰς ἑξῆς ἐπερωτήσεις πρὸς τὸν ὑπουργὸν τῆς Δικαιοσύνης.: [645, 1828, 929, 1875]
byline: (Εἰδικοῦ Ἀνταποκριτοῦ): [1300, 251, 1470, 268]
paragraph: Ὁ κ. Τσαμαδὸς ἀγγέλλων τὸν θάνατον τοῦ συναδέλφου καὶ τὴν παραίτησιν τοῦ Συγγροῦ πολλάκις ἀπήρχετο καὶ ἐπίσης τῆς Ἑλλάδος καὶ τὴν Βουλὴν τῶν Ἀθηναίων, προτεῖνε ἐκφρασθῶσι τὰ συλλυπητήρια τῆς Βουλῆς πρὸς τὴν σύζυγον τοῦ μεταστάντος.: [645, 1577, 929, 1672]
subhead: (Συνεδρίασις τῆς 2 Ἀπριλίου): [683, 122, 891, 137]
paragraph: Ὁ κ. ΠΟΝΗΡΟΠΟΥΛΟΣ ἐπικαλεῖται τὴν ἀρμοδίαν τοῦ ὑπουργείου τῶν Ἐσωτερικῶν περὶ τῆς Τριταίας.: [945, 860, 1228, 908]
paragraph: Καὶ ἐν τοῦ ἐπιρρεόντος πρὸς τὸ ἐκκλησίασμα τοῦ μετὰ νὰ ἀντιληφθῇ τὸ νὰ ἐμποδίσῃ τὴν ἐπεξεργασίαν καὶ νὰ ἀπολαύσουν τὴν κατάνυξιν.: [346, 1500, 629, 1563]
paragraph: Ὁ κ. Παπαγιαννόπουλος ζητεῖ νὰ κατατεθῶσι τὰ ἔγγραφα περὶ τῆς κατασκευῆς τοῦ λιμενοβραχίονος ἐν Ἰθάκῃ καὶ ἐπίσης νὰ δοθῶσι διὰ τὴν κατασκευὴν τοῦ ἀπαιτούμενα 2 ἐκατ. ἤτοι ἡ δαπάνη τοῦ λιμενοβραχίονος δὲν θὰ ὑπερβῇ τὰς 160 χιλ. δραχ.: [945, 501, 1228, 596]
headline: ΚΡΗΤΙΚΑ: [1266, 192, 1504, 248]
box-title: Η ΑΠΑΝΤΗΣΙΣ ΤΗΣ ΒΟΥΛΗΣ: [949, 1177, 1223, 1198]
column-1: [39, 47, 338, 2272]
paragraph: Περὶ τὴν 4ην μ. μ. τῆς χθὲς συνῆλθεν ἡ Βουλὴ καὶ εὑρέθη ἐν ἀπαρτίᾳ, παρόντων 115 βουλευτῶν.: [645, 235, 929, 282]
paragraph: Πάραυτα τὸν κ. Θεοτόκην περιεκύκλωσαν καὶ συνεχάρησαν αὐτόν. Ἐκ τῶν πρώτων ἦσαν οἱ κ. κ. Διληγιάννης καὶ Ράλλης. Μόνος ὁ κ. Δηλιγιάννης δὲν συνεχάρη αὐτόν.: [645, 319, 929, 381]
